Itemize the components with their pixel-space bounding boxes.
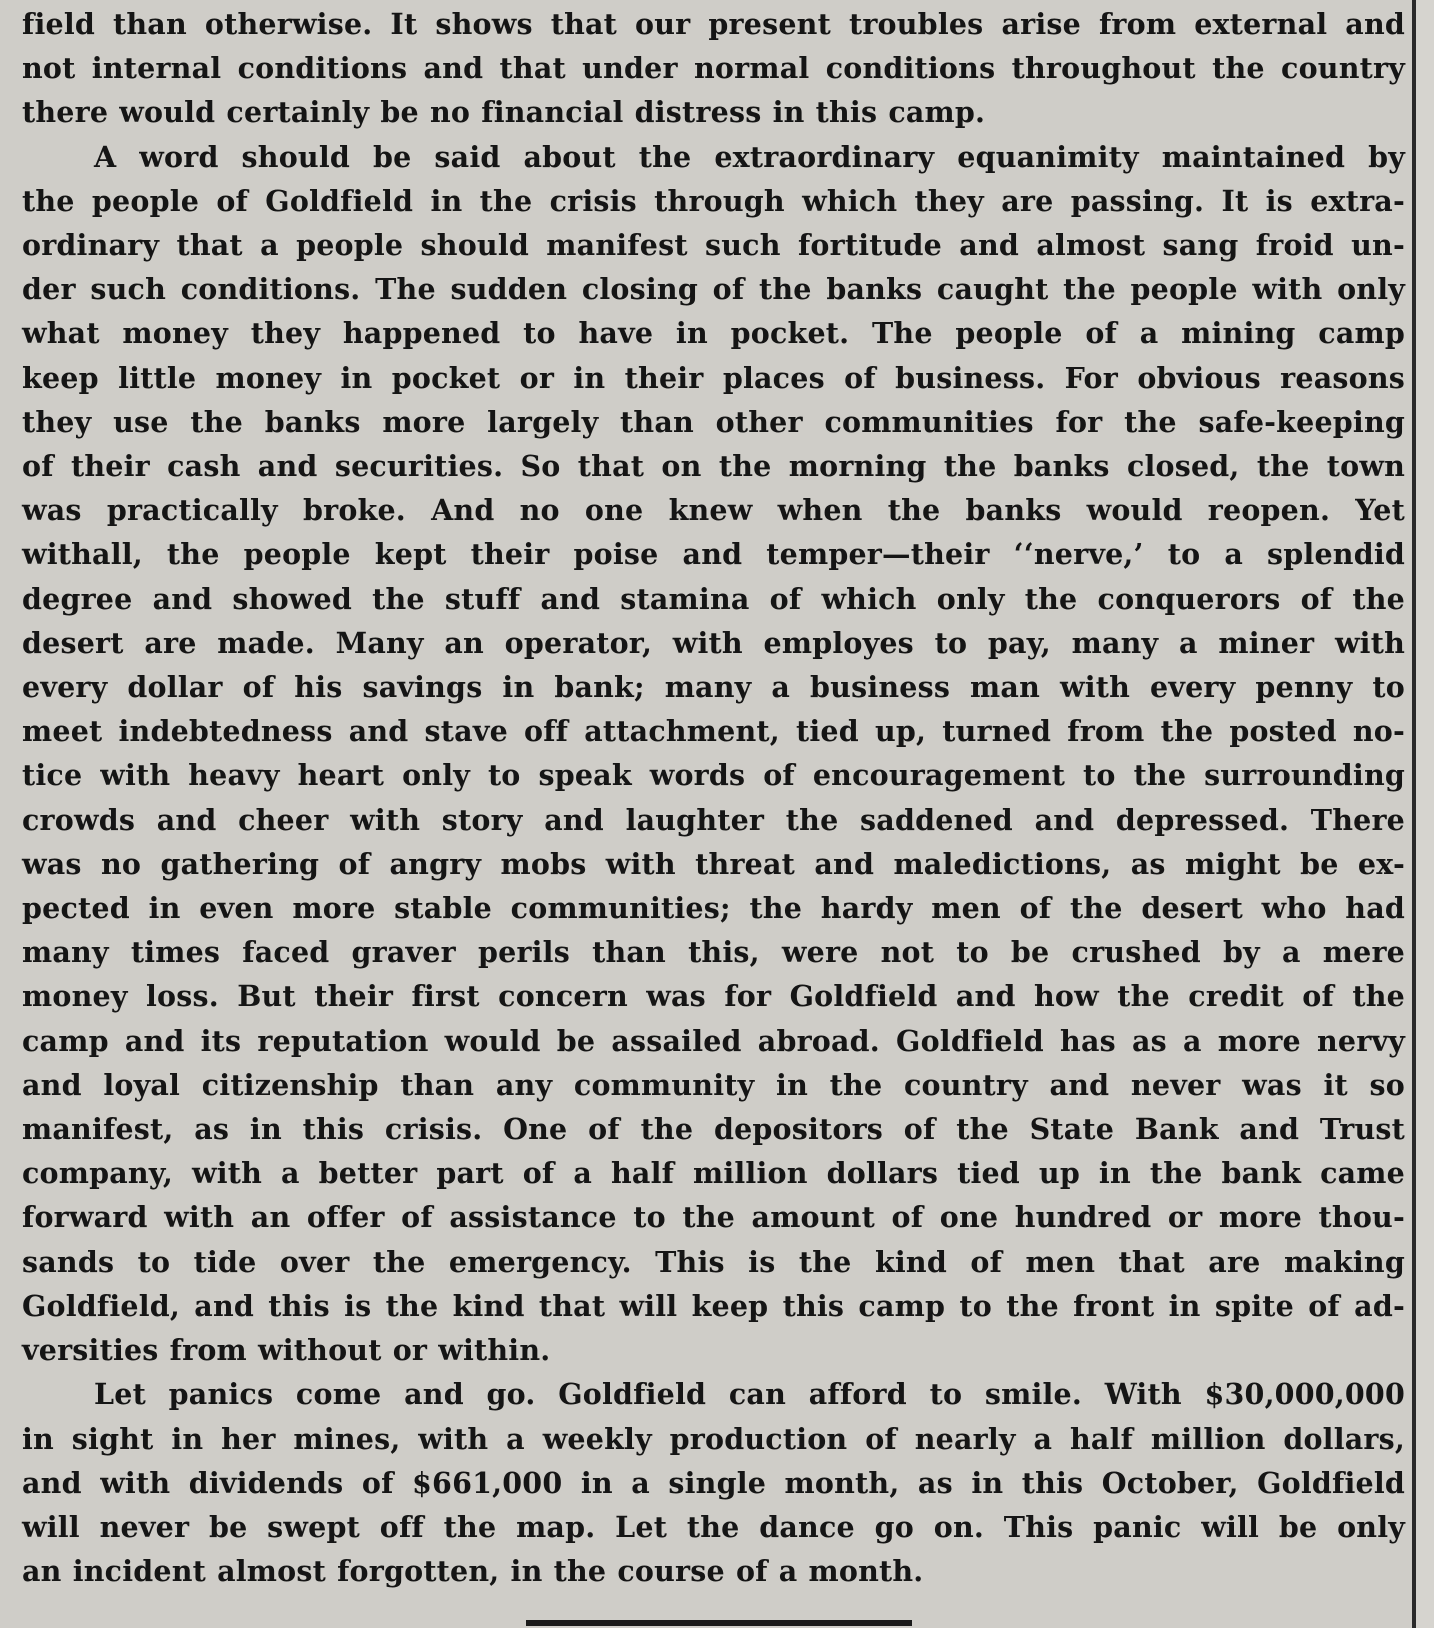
article-line: and with dividends of $661,000 in a single month, as in this October, Goldfield: [22, 1465, 1405, 1500]
article-line: many times faced graver perils than this, were not to be crushed by a mere: [22, 935, 1405, 970]
article-line: tice with heavy heart only to speak words of encouragement to the surrounding: [22, 758, 1405, 793]
article-line: A word should be said about the extraordinary equanimity maintained by: [94, 139, 1405, 174]
adjacent-column-edge: [1416, 0, 1434, 1628]
article-line: manifest, as in this crisis. One of the depositors of the State Bank and Trust: [22, 1112, 1405, 1147]
article-line: sands to tide over the emergency. This is the kind of men that are making: [22, 1244, 1405, 1279]
article-line: and loyal citizenship than any community in the country and never was it so: [22, 1067, 1405, 1102]
article-line: crowds and cheer with story and laughter the saddened and depressed. There: [22, 802, 1405, 837]
article-line: of their cash and securities. So that on the morning the banks closed, the town: [22, 449, 1405, 484]
article-line: keep little money in pocket or in their places of business. For obvious reasons: [22, 360, 1405, 395]
article-line: der such conditions. The sudden closing of the banks caught the people with only: [22, 272, 1405, 307]
article-line: field than otherwise. It shows that our present troubles arise from external and: [22, 7, 1405, 41]
section-end-rule: [526, 1620, 912, 1626]
article-line: desert are made. Many an operator, with employes to pay, many a miner with: [22, 625, 1405, 660]
article-line: an incident almost forgotten, in the course of a month.: [22, 1554, 924, 1589]
article-line: forward with an offer of assistance to the amount of one hundred or more thou-: [22, 1200, 1405, 1235]
article-line: Let panics come and go. Goldfield can afford to smile. With $30,000,000: [94, 1377, 1405, 1412]
article-line: money loss. But their first concern was for Goldfield and how the credit of the: [22, 979, 1405, 1014]
article-line: not internal conditions and that under normal conditions throughout the country: [22, 51, 1405, 86]
article-line: will never be swept off the map. Let the dance go on. This panic will be only: [22, 1509, 1405, 1544]
article-line: ordinary that a people should manifest such fortitude and almost sang froid un-: [22, 228, 1405, 263]
article-line: meet indebtedness and stave off attachment, tied up, turned from the posted no-: [22, 714, 1405, 749]
article-line: in sight in her mines, with a weekly production of nearly a half million dollars,: [22, 1421, 1405, 1456]
article-line: pected in even more stable communities; the hardy men of the desert who had: [22, 891, 1405, 926]
article-line: Goldfield, and this is the kind that will keep this camp to the front in spite of ad-: [22, 1288, 1405, 1323]
article-line: the people of Goldfield in the crisis through which they are passing. It is extra-: [22, 183, 1405, 218]
article-line: was practically broke. And no one knew when the banks would reopen. Yet: [22, 493, 1405, 528]
article-line: company, with a better part of a half million dollars tied up in the bank came: [22, 1156, 1405, 1191]
article-line: degree and showed the stuff and stamina of which only the conquerors of the: [22, 581, 1405, 616]
article-body: [22, 2, 1405, 1593]
article-line: withall, the people kept their poise and temper—their ‘‘nerve,’ to a splendid: [22, 537, 1405, 572]
article-column: [14, 0, 1411, 1628]
article-line: what money they happened to have in pocket. The people of a mining camp: [22, 316, 1405, 351]
article-line: was no gathering of angry mobs with threat and maledictions, as might be ex-: [22, 846, 1405, 881]
article-line: camp and its reputation would be assailed abroad. Goldfield has as a more nervy: [22, 1023, 1405, 1058]
article-line: versities from without or within.: [22, 1333, 551, 1368]
article-line: every dollar of his savings in bank; many a business man with every penny to: [22, 670, 1405, 705]
article-line: they use the banks more largely than other communities for the safe-keeping: [22, 404, 1405, 439]
article-line: there would certainly be no financial distress in this camp.: [22, 95, 986, 130]
